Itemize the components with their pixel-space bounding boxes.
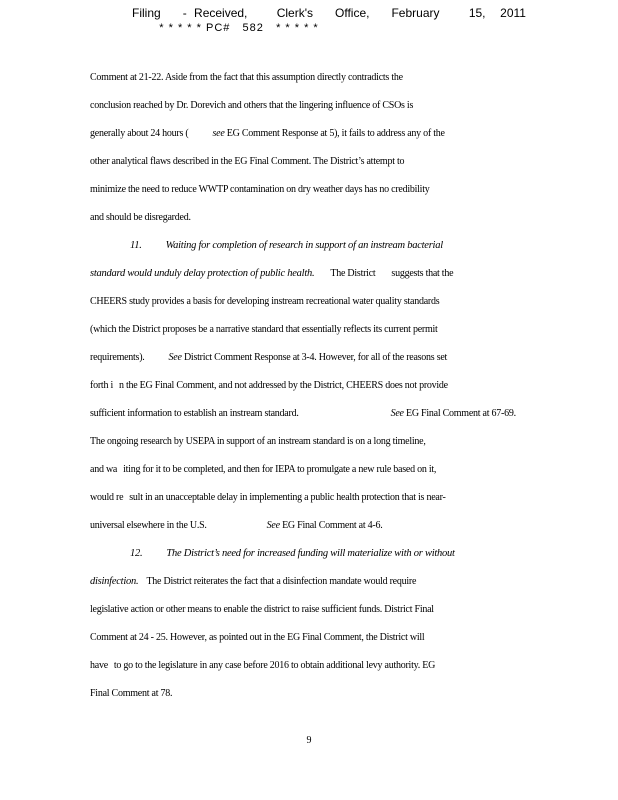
text-line — [90, 656, 530, 684]
text-line — [90, 376, 530, 404]
text-span: suggests that the — [391, 268, 454, 279]
text-span: have — [90, 660, 108, 671]
text-span: sult in an unacceptable delay in implementing a public health protection that is near- — [129, 492, 446, 503]
text-span: sufficient information to establish an instream standard. — [90, 408, 299, 419]
signal-see: See — [168, 352, 182, 363]
text-span: forth i — [90, 380, 113, 391]
text-span: EG Final Comment at 4-6. — [282, 520, 383, 531]
text-line — [90, 124, 530, 152]
text-line: conclusion reached by Dr. Dorevich and others that the lingering influence of CSOs is — [90, 100, 414, 111]
text-line: CHEERS study provides a basis for developing instream recreational water quality standards — [90, 296, 440, 307]
pc-number-line: * * * * * PC# 582 * * * * * — [159, 22, 319, 34]
text-line — [90, 404, 530, 432]
section-heading: standard would unduly delay protection of public health. — [90, 268, 315, 279]
page-number: 9 — [306, 735, 312, 746]
text-span: would re — [90, 492, 124, 503]
text-line — [90, 572, 530, 600]
section-number: 11. — [130, 240, 142, 251]
text-span: The District reiterates the fact that a disinfection mandate would require — [146, 576, 417, 587]
text-line: minimize the need to reduce WWTP contamination on dry weather days has no credibility — [90, 184, 430, 195]
section-heading: Waiting for completion of research in support of an instream bacterial — [165, 240, 443, 251]
text-span: n the EG Final Comment, and not addressed by the District, CHEERS does not provide — [118, 380, 448, 391]
text-line: Comment at 21-22. Aside from the fact that this assumption directly contradicts the — [90, 72, 403, 83]
section-11-heading-line — [90, 236, 530, 264]
text-span: and wa — [90, 464, 118, 475]
text-line: Comment at 24 - 25. However, as pointed out in the EG Final Comment, the District will — [90, 632, 425, 643]
text-line: Final Comment at 78. — [90, 688, 173, 699]
text-span: District Comment Response at 3-4. However, for all of the reasons set — [183, 352, 448, 363]
filing-stamp-line: Filing - Received, Clerk's Office, February 15, 2011 — [132, 6, 526, 20]
text-line: other analytical flaws described in the EG Final Comment. The District’s attempt to — [90, 156, 405, 167]
text-span: EG Final Comment at 67-69. — [405, 408, 516, 419]
text-line — [90, 488, 530, 516]
text-span: The District — [330, 268, 376, 279]
text-line — [90, 264, 530, 292]
section-12-heading-line — [90, 544, 530, 572]
text-line — [90, 516, 530, 544]
section-number: 12. — [130, 548, 143, 559]
text-line: (which the District proposes be a narrative standard that essentially reflects its current permit — [90, 324, 438, 335]
text-span: generally about 24 hours ( — [90, 128, 189, 139]
text-line — [90, 460, 530, 488]
text-span: universal elsewhere in the U.S. — [90, 520, 207, 531]
document-body — [90, 68, 530, 712]
signal-see: See — [266, 520, 280, 531]
text-span: iting for it to be completed, and then for IEPA to promulgate a new rule based on it, — [123, 464, 437, 475]
text-span: EG Comment Response at 5), it fails to address any of the — [226, 128, 445, 139]
section-heading: The District’s need for increased funding will materialize with or without — [166, 548, 455, 559]
text-line: legislative action or other means to enable the district to raise sufficient funds. District Final — [90, 604, 434, 615]
section-heading: disinfection. — [90, 576, 139, 587]
text-line: and should be disregarded. — [90, 212, 191, 223]
text-span: to go to the legislature in any case before 2016 to obtain additional levy authority. EG — [113, 660, 436, 671]
signal-see: See — [390, 408, 404, 419]
signal-see: see — [212, 128, 225, 139]
text-line: The ongoing research by USEPA in support of an instream standard is on a long timeline, — [90, 436, 426, 447]
text-span: requirements). — [90, 352, 145, 363]
text-line — [90, 348, 530, 376]
